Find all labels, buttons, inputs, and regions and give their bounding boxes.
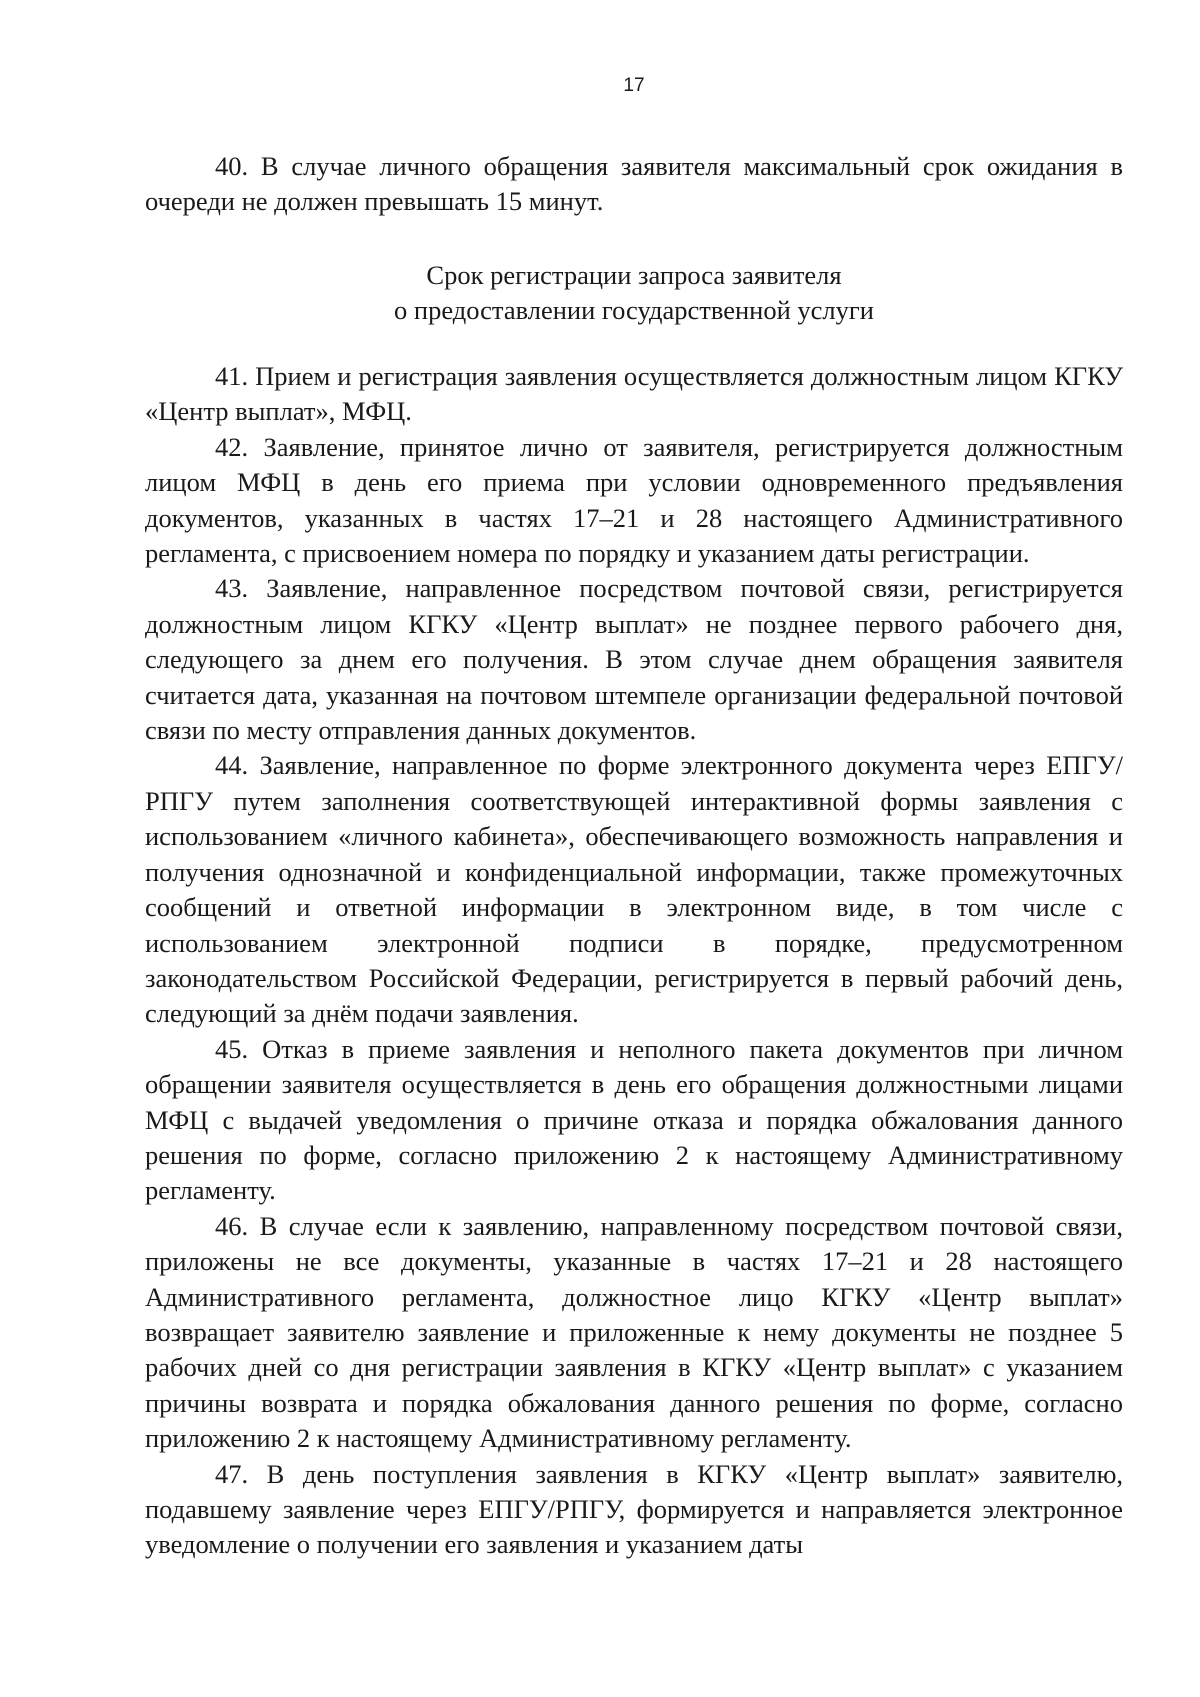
paragraph-41: 41. Прием и регистрация заявления осуществляется должностным лицом КГКУ «Центр выплат», МФЦ. bbox=[145, 361, 1123, 427]
paragraph-40: 40. В случае личного обращения заявителя максимальный срок ожидания в очереди не должен превышать 15 минут. bbox=[145, 151, 1123, 217]
paragraph-42: 42. Заявление, принятое лично от заявителя, регистрируется должностным лицом МФЦ в день его приема при условии одновременного предъявления документов, указанных в частях 17–21 и 28 настоящего Административного регламента, с присвоением номера по порядку и указанием даты регистрации. bbox=[145, 431, 1123, 569]
paragraph-block-40 bbox=[145, 149, 1123, 220]
paragraph-47: 47. В день поступления заявления в КГКУ «Центр выплат» заявителю, подавшему заявление через ЕПГУ/РПГУ, формируется и направляется электронное уведомление о получении его заявления и указанием даты bbox=[145, 1458, 1123, 1560]
paragraph-45: 45. Отказ в приеме заявления и неполного пакета документов при личном обращении заявителя осуществляется в день его обращения должностными лицами МФЦ с выдачей уведомления о причине отказа и порядка обжалования данного решения по форме, согласно приложению 2 к настоящему Административному регламенту. bbox=[145, 1033, 1123, 1206]
paragraph-44: 44. Заявление, направленное по форме электронного документа через ЕПГУ/РПГУ путем заполнения соответствующей интерактивной формы заявления с использованием «личного кабинета», обеспечивающего возможность направления и получения однозначной и конфиденциальной информации, также промежуточных сообщений и ответной информации в электронном виде, в том числе с использованием электронной подписи в порядке, предусмотренном законодательством Российской Федерации, регистрируется в первый рабочий день, следующий за днём подачи заявления. bbox=[145, 750, 1123, 1029]
paragraph-46: 46. В случае если к заявлению, направленному посредством почтовой связи, приложены не все документы, указанные в частях 17–21 и 28 настоящего Административного регламента, должностное лицо КГКУ «Центр выплат» возвращает заявителю заявление и приложенные к нему документы не позднее 5 рабочих дней со дня регистрации заявления в КГКУ «Центр выплат» с указанием причины возврата и порядка обжалования данного решения по форме, согласно приложению 2 к настоящему Административному регламенту. bbox=[145, 1210, 1123, 1454]
section-heading-line-1: Срок регистрации запроса заявителя bbox=[426, 260, 842, 290]
section-heading-line-2: о предоставлении государственной услуги bbox=[394, 295, 874, 326]
page-number: 17 bbox=[623, 75, 645, 96]
section-heading bbox=[145, 258, 1123, 329]
paragraph-43: 43. Заявление, направленное посредством почтовой связи, регистрируется должностным лицом КГКУ «Центр выплат» не позднее первого рабочего дня, следующего за днем его получения. В этом случае днем обращения заявителя считается дата, указанная на почтовом штемпеле организации федеральной почтовой связи по месту отправления данных документов. bbox=[145, 573, 1123, 746]
paragraph-list bbox=[145, 359, 1123, 1563]
